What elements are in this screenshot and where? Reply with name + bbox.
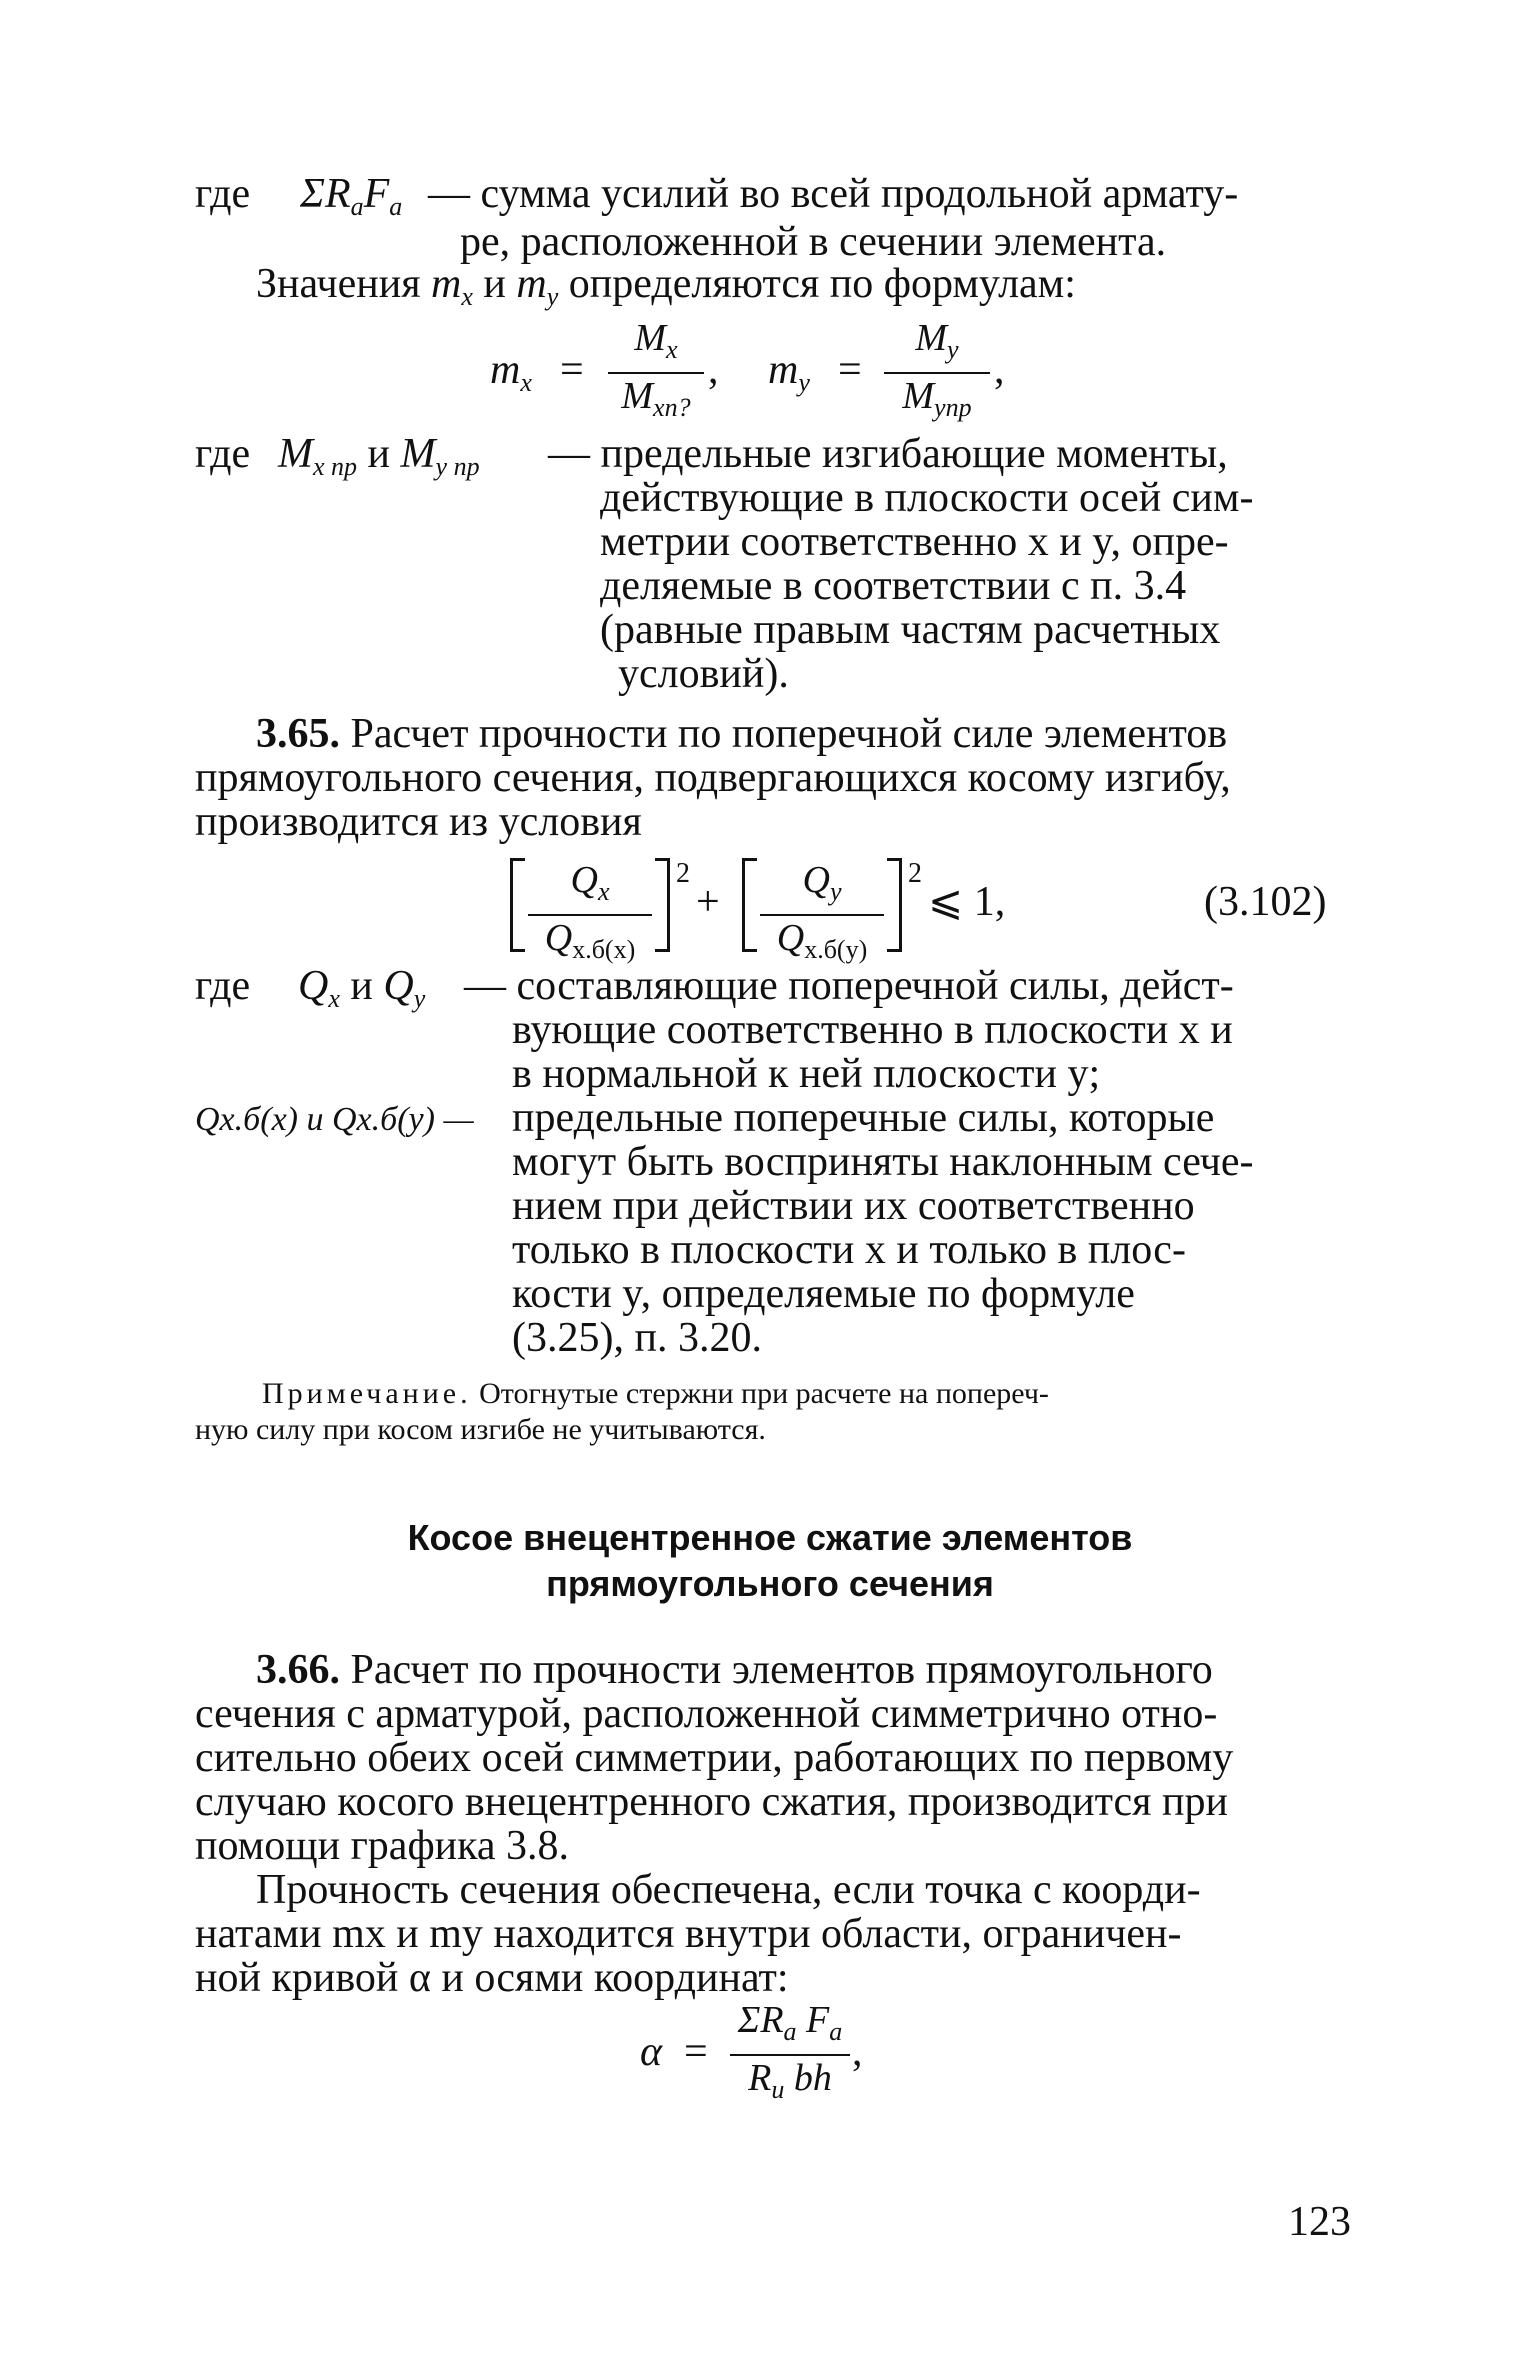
moment-symbols: $M_{x пр}$ и $M_{y пр}$ — [278, 431, 480, 481]
moment-def-line-2: действующие в плоскости осей сим- — [600, 475, 1254, 521]
note-line-1: Примечание. Отогнутые стержни при расчете на попереч- — [262, 1377, 1049, 1410]
intro-text: Значения $m_x$ и $m_y$ определяются по формулам: — [256, 261, 1076, 311]
formula-qy-fraction: $Q_y$ $Q_{х.б(y)}$ — [760, 860, 884, 970]
para-365-line-3: производится из условия — [195, 799, 642, 845]
para-366-line-3: сительно обеих осей симметрии, работающих по первому — [195, 1735, 1234, 1781]
moment-def-line-1: — предельные изгибающие моменты, — [548, 431, 1228, 477]
q-limit-line-3: нием при действии их соответственно — [512, 1183, 1195, 1229]
q-limit-line-2: могут быть восприняты наклонным сече- — [512, 1139, 1254, 1185]
formula-comma: , — [708, 347, 719, 393]
q-def-line-1: — составляющие поперечной силы, дейст- — [464, 963, 1234, 1009]
q-symbols: $Q_x$ и $Q_y$ — [298, 963, 426, 1013]
square-1: 2 — [676, 858, 690, 889]
page-number: 123 — [1288, 2199, 1351, 2245]
sum-definition: — сумма усилий во всей продольной армату- — [428, 171, 1239, 217]
q-def-line-3: в нормальной к ней плоскости y; — [512, 1051, 1101, 1097]
formula-my-lhs: $m_y$ — [768, 347, 810, 397]
alpha-comma: , — [852, 2029, 863, 2075]
para-365-line-1: 3.65. Расчет прочности по поперечной силе элементов — [256, 711, 1228, 757]
formula-my-fraction: $M_y$ $M_{yпр}$ — [884, 318, 990, 428]
equation-number: (3.102) — [1204, 879, 1327, 925]
q-limit-line-1: предельные поперечные силы, которые — [512, 1095, 1215, 1141]
alpha-lhs: α — [640, 2029, 663, 2075]
formula-eq-1: = — [560, 347, 584, 393]
where-label: где — [195, 171, 251, 217]
strength-line-2: натами mx и my находится внутри области, ограничен- — [195, 1911, 1182, 1957]
section-heading-line-2: прямоугольного сечения — [546, 1563, 994, 1604]
para-366-line-1: 3.66. Расчет по прочности элементов прямоугольного — [256, 1647, 1213, 1693]
bracket-left-2 — [742, 858, 757, 952]
para-366-line-4: случаю косого внецентренного сжатия, производится при — [195, 1779, 1228, 1825]
para-366-line-2: сечения с арматурой, расположенной симметрично отно- — [195, 1691, 1218, 1737]
moment-def-line-3: метрии соответственно x и y, опре- — [600, 519, 1229, 565]
q-def-line-2: вующие соответственно в плоскости x и — [512, 1007, 1233, 1053]
q-limit-line-5: кости y, определяемые по формуле — [512, 1271, 1135, 1317]
note-line-2: ную силу при косом изгибе не учитываются. — [195, 1413, 766, 1446]
less-equal-one: ⩽ 1, — [928, 879, 1006, 925]
where-label-2: где — [195, 431, 251, 477]
where-label-3: где — [195, 963, 251, 1009]
formula-mx-fraction: $M_x$ $M_{xп?}$ — [608, 318, 704, 428]
formula-eq-2: = — [838, 347, 862, 393]
sum-symbol: $\Sigma R_аF_а$ — [300, 171, 403, 221]
alpha-fraction: $\Sigma R_a$ $F_a$ $R_и$ bh — [730, 2000, 850, 2110]
plus-sign: + — [696, 879, 720, 925]
para-365-line-2: прямоугольного сечения, подвергающихся косому изгибу, — [195, 755, 1231, 801]
q-limit-symbols: Qх.б(x) и Qх.б(y) — — [195, 1101, 474, 1138]
bracket-left-1 — [510, 858, 525, 952]
strength-line-1: Прочность сечения обеспечена, если точка с коорди- — [256, 1867, 1201, 1913]
formula-qx-fraction: $Q_x$ $Q_{х.б(x)}$ — [528, 860, 652, 970]
moment-def-line-4: деляемые в соответствии с п. 3.4 — [600, 563, 1187, 609]
formula-mx-lhs: $m_x$ — [490, 347, 532, 397]
square-2: 2 — [908, 858, 922, 889]
moment-def-line-5: (равные правым частям расчетных — [600, 607, 1221, 653]
bracket-right-1 — [655, 858, 670, 952]
bracket-right-2 — [887, 858, 902, 952]
formula-comma-2: , — [994, 347, 1005, 393]
para-366-line-5: помощи графика 3.8. — [195, 1823, 570, 1869]
moment-def-line-6: условий). — [618, 651, 789, 697]
strength-line-3: ной кривой α и осями координат: — [195, 1955, 789, 2001]
alpha-eq: = — [684, 2029, 708, 2075]
q-limit-line-6: (3.25), п. 3.20. — [512, 1315, 762, 1361]
q-limit-line-4: только в плоскости x и только в плос- — [512, 1227, 1186, 1273]
sum-definition-cont: ре, расположенной в сечении элемента. — [460, 219, 1167, 265]
section-heading-line-1: Косое внецентренное сжатие элементов — [407, 1517, 1133, 1558]
